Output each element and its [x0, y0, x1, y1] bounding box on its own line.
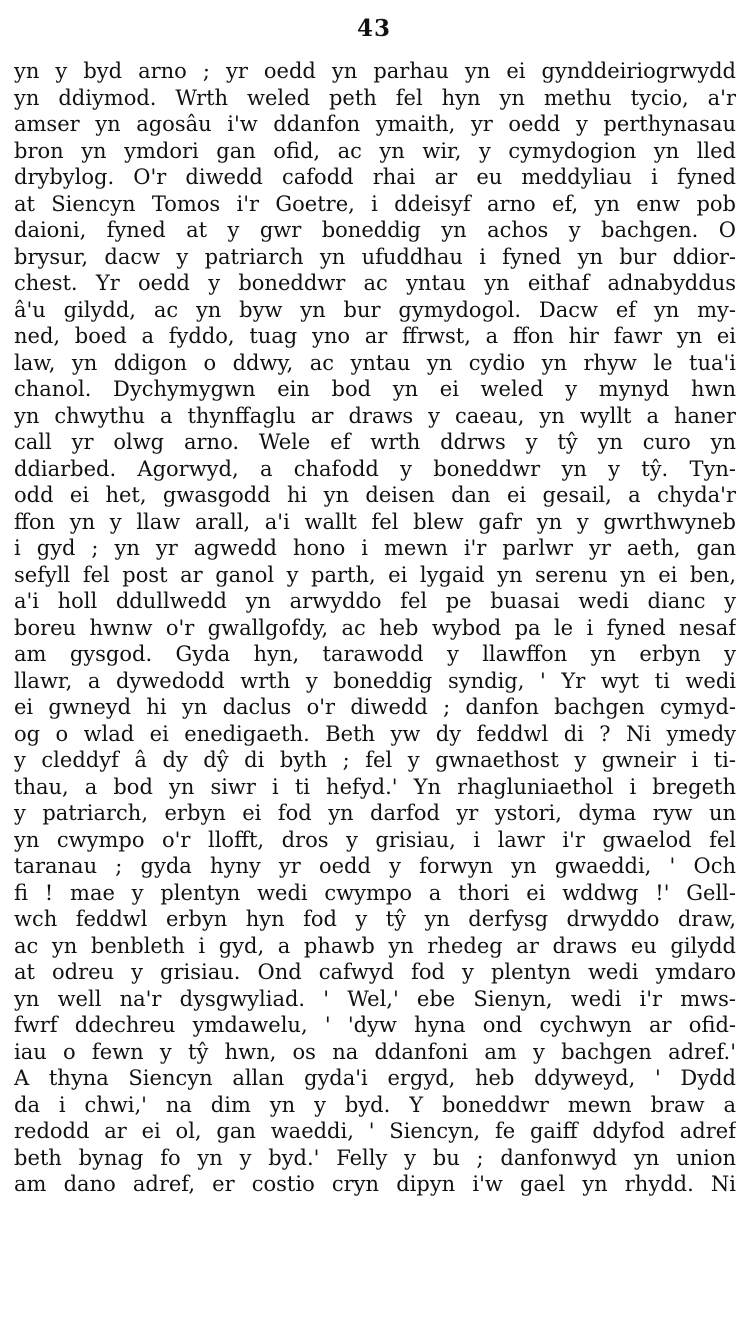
text-line: law, yn ddigon o ddwy, ac yntau yn cydio yn rhyw le tua'i	[14, 350, 736, 375]
text-line: fi ! mae y plentyn wedi cwympo a thori ei wddwg !' Gell-	[14, 880, 736, 905]
text-line: taranau ; gyda hyny yr oedd y forwyn yn gwaeddi, ' Och	[14, 854, 736, 878]
text-line: iau o fewn y tŷ hwn, os na ddanfoni am y bachgen adref.'	[14, 1039, 736, 1064]
text-line: bron yn ymdori gan ofid, ac yn wir, y cymydogion yn lled	[14, 138, 736, 163]
text-line: brysur, dacw y patriarch yn ufuddhau i fyned yn bur ddior-	[14, 244, 736, 269]
text-line: llawr, a dywedodd wrth y boneddig syndig, ' Yr wyt ti wedi	[14, 668, 736, 693]
text-line: i gyd ; yn yr agwedd hono i mewn i'r parlwr yr aeth, gan	[14, 536, 736, 560]
text-line: at Siencyn Tomos i'r Goetre, i ddeisyf arno ef, yn enw pob	[14, 191, 736, 216]
text-line: odd ei het, gwasgodd hi yn deisen dan ei gesail, a chyda'r	[14, 483, 736, 507]
text-line: wch feddwl erbyn hyn fod y tŷ yn derfysg drwyddo draw,	[14, 907, 736, 931]
text-line: og o wlad ei enedigaeth. Beth yw dy feddwl di ? Ni ymedy	[14, 721, 736, 746]
text-line: ffon yn y llaw arall, a'i wallt fel blew gafr yn y gwrthwyneb	[14, 509, 736, 534]
text-line: yn ddiymod. Wrth weled peth fel hyn yn methu tycio, a'r	[14, 85, 736, 110]
text-line: redodd ar ei ol, gan waeddi, ' Siencyn, fe gaiff ddyfod adref	[14, 1119, 736, 1143]
text-line: yn cwympo o'r llofft, dros y grisiau, i lawr i'r gwaelod fel	[14, 827, 736, 852]
text-line: daioni, fyned at y gwr boneddig yn achos y bachgen. O	[14, 218, 736, 242]
text-line: chest. Yr oedd y boneddwr ac yntau yn eithaf adnabyddus	[14, 271, 736, 295]
text-line: call yr olwg arno. Wele ef wrth ddrws y tŷ yn curo yn	[14, 430, 736, 454]
text-line: boreu hwnw o'r gwallgofdy, ac heb wybod pa le i fyned nesaf	[14, 615, 736, 640]
text-line: at odreu y grisiau. Ond cafwyd fod y plentyn wedi ymdaro	[14, 960, 736, 984]
text-line: beth bynag fo yn y byd.' Felly y bu ; danfonwyd yn union	[14, 1145, 736, 1170]
text-line: â'u gilydd, ac yn byw yn bur gymydogol. Dacw ef yn my-	[14, 297, 736, 322]
text-line: amser yn agosâu i'w ddanfon ymaith, yr oedd y perthynasau	[14, 112, 736, 136]
text-line: ac yn benbleth i gyd, a phawb yn rhedeg ar draws eu gilydd	[14, 933, 736, 958]
text-line: ned, boed a fyddo, tuag yno ar ffrwst, a ffon hir fawr yn ei	[14, 324, 736, 348]
text-line: fwrf ddechreu ymdawelu, ' 'dyw hyna ond cychwyn ar ofid-	[14, 1013, 736, 1037]
page-number: 43	[356, 15, 391, 42]
text-line: thau, a bod yn siwr i ti hefyd.' Yn rhagluniaethol i bregeth	[14, 774, 736, 799]
text-line: da i chwi,' na dim yn y byd. Y boneddwr mewn braw a	[14, 1092, 736, 1117]
text-line: yn chwythu a thynffaglu ar draws y caeau, yn wyllt a haner	[14, 403, 736, 428]
text-line: y cleddyf â dy dŷ di byth ; fel y gwnaethost y gwneir i ti-	[14, 748, 736, 772]
body-text	[14, 58, 736, 1198]
text-line: a'i holl ddullwedd yn arwyddo fel pe buasai wedi dianc y	[14, 589, 736, 613]
text-line: A thyna Siencyn allan gyda'i ergyd, heb ddyweyd, ' Dydd	[14, 1066, 736, 1090]
text-line: chanol. Dychymygwn ein bod yn ei weled y mynyd hwn	[14, 377, 736, 401]
text-line: ddiarbed. Agorwyd, a chafodd y boneddwr yn y tŷ. Tyn-	[14, 456, 736, 481]
text-line: y patriarch, erbyn ei fod yn darfod yr ystori, dyma ryw un	[14, 801, 736, 825]
text-line: yn y byd arno ; yr oedd yn parhau yn ei gynddeiriogrwydd	[14, 59, 736, 83]
text-line: am dano adref, er costio cryn dipyn i'w gael yn rhydd. Ni	[14, 1172, 736, 1196]
text-line: yn well na'r dysgwyliad. ' Wel,' ebe Sienyn, wedi i'r mws-	[14, 986, 736, 1011]
text-line: am gysgod. Gyda hyn, tarawodd y llawffon yn erbyn y	[14, 642, 736, 666]
text-line: drybylog. O'r diwedd cafodd rhai ar eu meddyliau i fyned	[14, 165, 736, 189]
text-line: ei gwneyd hi yn daclus o'r diwedd ; danfon bachgen cymyd-	[14, 695, 736, 719]
text-line: sefyll fel post ar ganol y parth, ei lygaid yn serenu yn ei ben,	[14, 562, 736, 587]
